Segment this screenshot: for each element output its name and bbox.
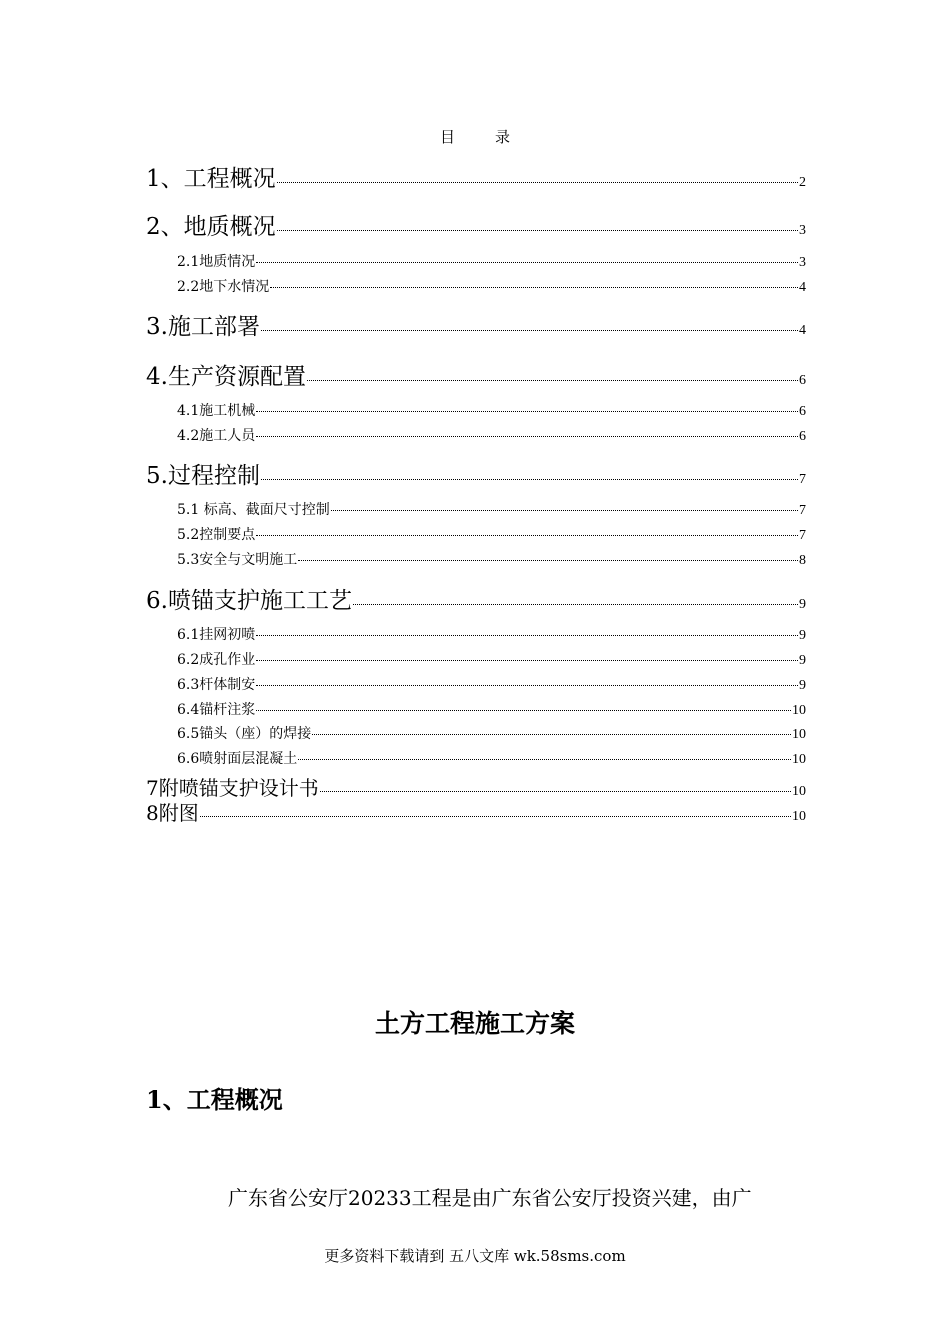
toc-leader-dots xyxy=(256,535,798,536)
toc-leader-dots xyxy=(277,230,798,231)
toc-leader-dots xyxy=(256,262,798,263)
toc-entry-label: 6.5锚头（座）的焊接 xyxy=(177,726,312,742)
toc-entry-label: 5.2控制要点 xyxy=(177,527,256,543)
toc-entry[interactable] xyxy=(177,723,806,743)
toc-entry-page: 4 xyxy=(799,280,806,295)
toc-entry-page: 4 xyxy=(799,323,806,338)
toc-leader-dots xyxy=(298,759,791,760)
toc-entry[interactable] xyxy=(177,499,806,519)
toc-entry-label: 5.3安全与文明施工 xyxy=(177,552,298,568)
toc-entry[interactable] xyxy=(146,457,806,490)
toc-entry-page: 6 xyxy=(799,404,806,419)
toc-entry[interactable] xyxy=(177,649,806,669)
toc-entry-label: 6.2成孔作业 xyxy=(177,652,256,668)
toc-leader-dots xyxy=(307,380,798,381)
toc-entry-label: 6.喷锚支护施工工艺 xyxy=(146,588,352,614)
toc-entry-page: 7 xyxy=(799,528,806,543)
toc-entry-page: 9 xyxy=(799,628,806,643)
toc-entry-label: 3.施工部署 xyxy=(146,314,260,340)
toc-entry[interactable] xyxy=(177,549,806,569)
toc-entry-label: 5.1 标高、截面尺寸控制 xyxy=(177,502,330,518)
toc-entry-label: 2.1地质情况 xyxy=(177,254,256,270)
toc-entry-label: 4.1施工机械 xyxy=(177,403,256,419)
toc-entry-page: 10 xyxy=(792,809,806,824)
toc-leader-dots xyxy=(256,660,798,661)
toc-entry-label: 2、地质概况 xyxy=(146,214,276,240)
toc-entry-page: 10 xyxy=(792,703,806,718)
toc-entry-page: 9 xyxy=(799,653,806,668)
toc-title: 目录 xyxy=(439,128,550,146)
toc-entry-page: 7 xyxy=(799,503,806,518)
toc-entry[interactable] xyxy=(177,276,806,296)
toc-leader-dots xyxy=(256,710,791,711)
toc-entry[interactable] xyxy=(146,208,806,241)
toc-leader-dots xyxy=(256,411,798,412)
toc-entry-label: 1、工程概况 xyxy=(146,166,276,192)
toc-leader-dots xyxy=(298,560,798,561)
toc-leader-dots xyxy=(331,510,798,511)
toc-entry-label: 4.生产资源配置 xyxy=(146,364,306,390)
toc-entry[interactable] xyxy=(146,582,806,615)
toc-entry-page: 9 xyxy=(799,678,806,693)
toc-entry-page: 10 xyxy=(792,752,806,767)
toc-entry[interactable] xyxy=(177,674,806,694)
toc-leader-dots xyxy=(320,791,791,792)
toc-entry-label: 6.6喷射面层混凝土 xyxy=(177,751,298,767)
toc-entry-page: 9 xyxy=(799,597,806,612)
toc-leader-dots xyxy=(256,635,798,636)
toc-entry-page: 3 xyxy=(799,223,806,238)
toc-entry[interactable] xyxy=(177,251,806,271)
document-title: 土方工程施工方案 xyxy=(374,1009,575,1038)
toc-entry[interactable] xyxy=(146,358,806,391)
toc-entry[interactable] xyxy=(177,748,806,768)
toc-leader-dots xyxy=(256,436,798,437)
toc-entry-page: 6 xyxy=(799,429,806,444)
toc-entry-page: 10 xyxy=(792,784,806,799)
toc-leader-dots xyxy=(353,604,798,605)
toc-entry-label: 5.过程控制 xyxy=(146,463,260,489)
toc-entry[interactable] xyxy=(177,400,806,420)
toc-entry-label: 6.3杆体制安 xyxy=(177,677,256,693)
toc-entry[interactable] xyxy=(177,425,806,445)
toc-entry-page: 8 xyxy=(799,553,806,568)
toc-entry-label: 2.2地下水情况 xyxy=(177,279,270,295)
toc-entry-page: 3 xyxy=(799,255,806,270)
body-paragraph: 广东省公安厅20233工程是由广东省公安厅投资兴建，由广 xyxy=(228,1186,752,1210)
toc-entry[interactable] xyxy=(146,308,806,341)
toc-leader-dots xyxy=(277,182,798,183)
section-heading: 1、工程概况 xyxy=(146,1085,283,1114)
toc-entry[interactable] xyxy=(146,160,806,193)
toc-leader-dots xyxy=(200,816,791,817)
toc-entry-label: 8附图 xyxy=(146,801,199,825)
toc-entry-label: 6.4锚杆注浆 xyxy=(177,702,256,718)
toc-entry[interactable] xyxy=(177,624,806,644)
toc-entry-label: 6.1挂网初喷 xyxy=(177,627,256,643)
toc-entry-page: 7 xyxy=(799,472,806,487)
toc-entry-label: 4.2施工人员 xyxy=(177,428,256,444)
toc-entry-page: 6 xyxy=(799,373,806,388)
toc-leader-dots xyxy=(270,287,798,288)
toc-leader-dots xyxy=(312,734,791,735)
toc-entry-page: 10 xyxy=(792,727,806,742)
toc-leader-dots xyxy=(256,685,798,686)
footer-text: 更多资料下载请到 五八文库 wk.58sms.com xyxy=(324,1247,626,1265)
toc-entry[interactable] xyxy=(177,699,806,719)
toc-entry-page: 2 xyxy=(799,175,806,190)
toc-leader-dots xyxy=(261,479,798,480)
toc-entry[interactable] xyxy=(177,524,806,544)
toc-entry-label: 7附喷锚支护设计书 xyxy=(146,776,319,800)
toc-leader-dots xyxy=(261,330,798,331)
toc-entry[interactable] xyxy=(146,797,806,826)
